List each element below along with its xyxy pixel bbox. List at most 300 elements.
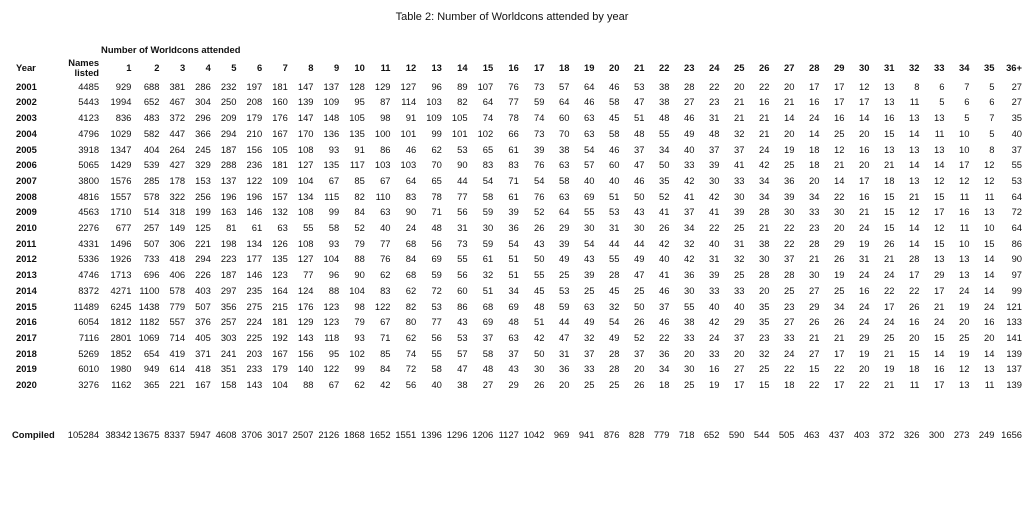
row-label: 2010	[16, 222, 37, 234]
value-cell: 27	[1011, 96, 1022, 108]
value-cell: 33	[709, 347, 720, 359]
value-cell: 107	[477, 80, 494, 92]
value-cell: 85	[354, 174, 365, 186]
value-cell: 17	[834, 347, 845, 359]
value-cell: 4608	[215, 428, 237, 440]
value-cell: 167	[195, 379, 211, 391]
value-cell: 1162	[111, 379, 132, 391]
value-cell: 16	[759, 96, 770, 108]
value-cell: 1980	[110, 363, 132, 375]
value-cell: 11	[959, 222, 970, 234]
value-cell: 22	[659, 331, 670, 343]
value-cell: 58	[609, 127, 620, 139]
value-cell: 69	[508, 300, 519, 312]
value-cell: 405	[195, 331, 211, 343]
value-cell: 118	[324, 331, 340, 343]
value-cell: 652	[143, 96, 160, 108]
column-header-12: 12	[405, 62, 417, 74]
value-cell: 47	[634, 269, 645, 281]
value-cell: 836	[115, 112, 132, 124]
table-row-2018	[12, 346, 1024, 362]
worldcons-attendance-table	[12, 42, 1024, 442]
value-cell: 25	[584, 284, 595, 296]
value-cell: 40	[431, 379, 442, 391]
value-cell: 60	[609, 159, 620, 171]
value-cell: 1652	[369, 428, 391, 440]
value-cell: 11	[984, 190, 995, 202]
value-cell: 98	[380, 112, 391, 124]
value-cell: 84	[354, 206, 365, 218]
value-cell: 35	[1011, 112, 1022, 124]
value-cell: 13	[934, 112, 945, 124]
value-cell: 32	[734, 127, 745, 139]
value-cell: 103	[400, 159, 417, 171]
value-cell: 941	[578, 428, 595, 440]
value-cell: 61	[508, 190, 519, 202]
value-cell: 372	[878, 428, 895, 440]
value-cell: 10	[959, 143, 970, 155]
value-cell: 23	[809, 222, 820, 234]
value-cell: 17	[884, 300, 895, 312]
value-cell: 14	[834, 174, 845, 186]
value-cell: 25	[734, 269, 745, 281]
value-cell: 123	[323, 300, 340, 312]
column-header-19: 19	[584, 62, 595, 74]
value-cell: 21	[784, 96, 795, 108]
names-listed-cell: 5443	[78, 96, 100, 108]
value-cell: 24	[809, 112, 820, 124]
value-cell: 21	[834, 331, 845, 343]
value-cell: 19	[834, 269, 845, 281]
value-cell: 137	[220, 174, 237, 186]
value-cell: 44	[634, 237, 645, 249]
value-cell: 14	[934, 159, 945, 171]
value-cell: 8	[989, 143, 995, 155]
value-cell: 179	[272, 363, 288, 375]
value-cell: 49	[584, 316, 595, 328]
table-row-2004	[12, 126, 1024, 142]
value-cell: 123	[323, 316, 340, 328]
value-cell: 13	[959, 269, 970, 281]
value-cell: 226	[195, 269, 211, 281]
value-cell: 31	[709, 253, 720, 265]
names-listed-cell: 7116	[78, 331, 100, 343]
value-cell: 63	[584, 112, 595, 124]
value-cell: 27	[482, 379, 494, 391]
value-cell: 27	[734, 363, 745, 375]
value-cell: 34	[834, 300, 845, 312]
column-header-16: 16	[508, 62, 519, 74]
value-cell: 13	[934, 253, 945, 265]
value-cell: 20	[734, 347, 745, 359]
value-cell: 64	[405, 174, 417, 186]
value-cell: 67	[328, 174, 340, 186]
value-cell: 20	[684, 347, 695, 359]
value-cell: 779	[169, 300, 186, 312]
value-cell: 31	[559, 347, 570, 359]
value-cell: 21	[759, 127, 770, 139]
value-cell: 40	[584, 174, 595, 186]
value-cell: 514	[143, 206, 160, 218]
value-cell: 53	[609, 206, 620, 218]
value-cell: 56	[457, 206, 468, 218]
value-cell: 19	[784, 143, 795, 155]
value-cell: 1069	[138, 331, 160, 343]
value-cell: 15	[809, 363, 820, 375]
value-cell: 4271	[110, 284, 132, 296]
value-cell: 13	[909, 143, 920, 155]
names-listed-cell: 11489	[73, 300, 100, 312]
value-cell: 35	[659, 174, 670, 186]
value-cell: 63	[380, 206, 391, 218]
value-cell: 13675	[133, 428, 160, 440]
value-cell: 544	[753, 428, 770, 440]
row-label: 2011	[16, 237, 37, 249]
value-cell: 30	[684, 284, 695, 296]
value-cell: 167	[272, 127, 288, 139]
value-cell: 11	[934, 127, 945, 139]
row-label: 2015	[16, 300, 37, 312]
value-cell: 26	[534, 222, 545, 234]
value-cell: 22	[759, 80, 770, 92]
value-cell: 73	[457, 237, 468, 249]
value-cell: 71	[431, 206, 442, 218]
value-cell: 356	[220, 300, 237, 312]
column-header-4: 4	[205, 62, 211, 74]
value-cell: 37	[482, 331, 494, 343]
value-cell: 24	[859, 269, 870, 281]
column-header-21: 21	[634, 62, 645, 74]
value-cell: 5	[989, 127, 995, 139]
value-cell: 403	[853, 428, 870, 440]
row-label: 2012	[16, 253, 37, 265]
value-cell: 58	[559, 174, 570, 186]
value-cell: 13	[884, 80, 895, 92]
value-cell: 163	[220, 206, 237, 218]
value-cell: 18	[809, 159, 820, 171]
row-label: 2009	[16, 206, 37, 218]
value-cell: 12	[959, 363, 970, 375]
value-cell: 59	[534, 96, 545, 108]
table-row-2009	[12, 204, 1024, 220]
value-cell: 71	[508, 174, 519, 186]
value-cell: 59	[482, 206, 494, 218]
value-cell: 696	[143, 269, 160, 281]
value-cell: 41	[709, 206, 720, 218]
value-cell: 48	[659, 112, 670, 124]
value-cell: 21	[884, 253, 895, 265]
value-cell: 21	[884, 347, 895, 359]
value-cell: 6	[964, 96, 970, 108]
column-header-22: 22	[659, 62, 670, 74]
value-cell: 427	[169, 159, 186, 171]
value-cell: 25	[759, 363, 770, 375]
value-cell: 64	[584, 80, 595, 92]
value-cell: 1438	[138, 300, 160, 312]
value-cell: 31	[734, 237, 745, 249]
value-cell: 87	[380, 96, 391, 108]
value-cell: 13	[884, 96, 895, 108]
value-cell: 121	[1006, 300, 1022, 312]
value-cell: 32	[759, 347, 770, 359]
value-cell: 32	[609, 300, 620, 312]
value-cell: 20	[834, 222, 845, 234]
value-cell: 76	[380, 253, 391, 265]
value-cell: 969	[553, 428, 570, 440]
value-cell: 102	[349, 347, 365, 359]
value-cell: 18	[884, 174, 895, 186]
value-cell: 56	[431, 237, 442, 249]
value-cell: 1100	[139, 284, 160, 296]
value-cell: 24	[884, 316, 895, 328]
value-cell: 13	[959, 379, 970, 391]
value-cell: 99	[431, 127, 442, 139]
value-cell: 57	[584, 159, 595, 171]
value-cell: 56	[405, 379, 417, 391]
value-cell: 5	[964, 112, 970, 124]
value-cell: 42	[709, 316, 720, 328]
value-cell: 1029	[110, 127, 132, 139]
value-cell: 1994	[110, 96, 132, 108]
value-cell: 96	[328, 269, 340, 281]
value-cell: 25	[959, 331, 970, 343]
names-listed-cell: 4123	[78, 112, 100, 124]
value-cell: 33	[809, 206, 820, 218]
value-cell: 32	[684, 237, 695, 249]
value-cell: 64	[1011, 222, 1022, 234]
value-cell: 68	[482, 300, 494, 312]
value-cell: 199	[195, 206, 211, 218]
value-cell: 63	[584, 127, 595, 139]
column-header-13: 13	[431, 62, 442, 74]
value-cell: 79	[354, 316, 365, 328]
value-cell: 25	[834, 127, 845, 139]
value-cell: 64	[1011, 190, 1022, 202]
value-cell: 45	[534, 284, 545, 296]
column-header-9: 9	[333, 62, 340, 74]
value-cell: 13	[959, 253, 970, 265]
value-cell: 6245	[110, 300, 132, 312]
value-cell: 250	[220, 96, 237, 108]
value-cell: 15	[909, 347, 920, 359]
value-cell: 105	[349, 112, 365, 124]
value-cell: 132	[272, 206, 288, 218]
value-cell: 1557	[110, 190, 132, 202]
value-cell: 22	[709, 80, 720, 92]
value-cell: 170	[297, 127, 314, 139]
column-header-15: 15	[482, 62, 494, 74]
value-cell: 5	[989, 80, 995, 92]
value-cell: 134	[246, 237, 263, 249]
column-header-11: 11	[380, 62, 391, 74]
value-cell: 12	[909, 206, 920, 218]
value-cell: 828	[628, 428, 645, 440]
value-cell: 13	[934, 143, 945, 155]
value-cell: 20	[734, 80, 745, 92]
value-cell: 147	[297, 80, 314, 92]
value-cell: 101	[451, 127, 468, 139]
value-cell: 58	[609, 96, 620, 108]
value-cell: 28	[909, 253, 920, 265]
value-cell: 38	[684, 316, 695, 328]
value-cell: 65	[431, 174, 442, 186]
value-cell: 78	[431, 190, 442, 202]
names-listed-cell: 105284	[67, 428, 100, 440]
value-cell: 39	[584, 269, 595, 281]
value-cell: 47	[634, 96, 645, 108]
value-cell: 1429	[110, 159, 132, 171]
value-cell: 25	[609, 379, 620, 391]
column-header-23: 23	[684, 62, 695, 74]
value-cell: 17	[834, 379, 845, 391]
value-cell: 418	[195, 363, 211, 375]
value-cell: 97	[1011, 269, 1022, 281]
value-cell: 11	[959, 190, 970, 202]
value-cell: 25	[584, 379, 595, 391]
value-cell: 24	[984, 300, 995, 312]
value-cell: 54	[534, 174, 545, 186]
value-cell: 149	[169, 222, 186, 234]
value-cell: 167	[272, 347, 288, 359]
value-cell: 22	[784, 222, 795, 234]
value-cell: 257	[143, 222, 160, 234]
value-cell: 28	[759, 269, 770, 281]
value-cell: 25	[784, 284, 795, 296]
value-cell: 63	[559, 190, 570, 202]
table-row-2002	[12, 94, 1024, 110]
value-cell: 176	[297, 300, 314, 312]
value-cell: 90	[354, 269, 365, 281]
row-label: 2018	[16, 347, 37, 359]
column-header-36plus: 36+	[1006, 62, 1022, 74]
value-cell: 3017	[266, 428, 288, 440]
value-cell: 46	[609, 143, 620, 155]
value-cell: 32	[734, 253, 745, 265]
value-cell: 27	[809, 347, 820, 359]
value-cell: 215	[272, 300, 288, 312]
value-cell: 36	[559, 363, 570, 375]
value-cell: 105	[272, 143, 288, 155]
value-cell: 46	[609, 80, 620, 92]
value-cell: 203	[246, 347, 263, 359]
value-cell: 33	[684, 159, 695, 171]
value-cell: 41	[734, 159, 745, 171]
value-cell: 55	[431, 347, 442, 359]
value-cell: 156	[246, 143, 263, 155]
value-cell: 404	[143, 143, 160, 155]
value-cell: 109	[272, 174, 288, 186]
value-cell: 19	[959, 347, 970, 359]
value-cell: 82	[457, 96, 468, 108]
value-cell: 539	[143, 159, 160, 171]
value-cell: 127	[400, 80, 417, 92]
value-cell: 157	[272, 190, 288, 202]
value-cell: 68	[405, 237, 417, 249]
value-cell: 85	[380, 347, 391, 359]
value-cell: 63	[508, 331, 519, 343]
value-cell: 249	[978, 428, 995, 440]
value-cell: 50	[534, 253, 545, 265]
value-cell: 16	[859, 143, 870, 155]
value-cell: 44	[559, 316, 570, 328]
value-cell: 30	[734, 190, 745, 202]
value-cell: 467	[169, 96, 186, 108]
value-cell: 56	[431, 331, 442, 343]
value-cell: 37	[734, 143, 745, 155]
value-cell: 135	[323, 159, 340, 171]
value-cell: 30	[809, 269, 820, 281]
value-cell: 34	[508, 284, 519, 296]
value-cell: 80	[405, 316, 417, 328]
value-cell: 98	[354, 300, 365, 312]
value-cell: 137	[323, 80, 340, 92]
value-cell: 44	[609, 237, 620, 249]
value-cell: 55	[584, 206, 595, 218]
value-cell: 28	[784, 269, 795, 281]
value-cell: 27	[809, 284, 820, 296]
value-cell: 507	[195, 300, 211, 312]
value-cell: 53	[1011, 174, 1022, 186]
value-cell: 285	[143, 174, 160, 186]
value-cell: 437	[828, 428, 845, 440]
value-cell: 196	[220, 190, 237, 202]
value-cell: 27	[784, 316, 795, 328]
value-cell: 62	[431, 143, 442, 155]
group-header: Number of Worldcons attended	[101, 43, 241, 55]
value-cell: 46	[634, 174, 645, 186]
value-cell: 53	[457, 331, 468, 343]
value-cell: 2507	[292, 428, 314, 440]
value-cell: 1812	[110, 316, 132, 328]
value-cell: 141	[1006, 331, 1022, 343]
value-cell: 90	[405, 206, 417, 218]
value-cell: 5947	[189, 428, 211, 440]
value-cell: 30	[584, 222, 595, 234]
value-cell: 47	[634, 159, 645, 171]
value-cell: 69	[584, 190, 595, 202]
value-cell: 37	[659, 300, 670, 312]
value-cell: 83	[405, 190, 417, 202]
column-header-32: 32	[909, 62, 920, 74]
value-cell: 257	[220, 316, 237, 328]
value-cell: 36	[784, 174, 795, 186]
value-cell: 1296	[446, 428, 468, 440]
value-cell: 26	[834, 316, 845, 328]
value-cell: 143	[297, 331, 314, 343]
value-cell: 28	[609, 347, 620, 359]
value-cell: 76	[534, 159, 545, 171]
value-cell: 31	[709, 112, 720, 124]
value-cell: 176	[272, 112, 288, 124]
names-listed-cell: 3918	[78, 143, 100, 155]
value-cell: 49	[609, 331, 620, 343]
value-cell: 22	[859, 379, 870, 391]
value-cell: 26	[884, 237, 895, 249]
value-cell: 146	[246, 206, 263, 218]
value-cell: 18	[659, 379, 670, 391]
row-label: 2004	[16, 127, 37, 139]
value-cell: 39	[559, 237, 570, 249]
value-cell: 21	[759, 112, 770, 124]
value-cell: 99	[354, 363, 365, 375]
value-cell: 25	[734, 222, 745, 234]
value-cell: 39	[508, 206, 519, 218]
value-cell: 21	[884, 379, 895, 391]
value-cell: 74	[482, 112, 494, 124]
value-cell: 8337	[164, 428, 186, 440]
value-cell: 45	[609, 284, 620, 296]
value-cell: 27	[684, 96, 695, 108]
